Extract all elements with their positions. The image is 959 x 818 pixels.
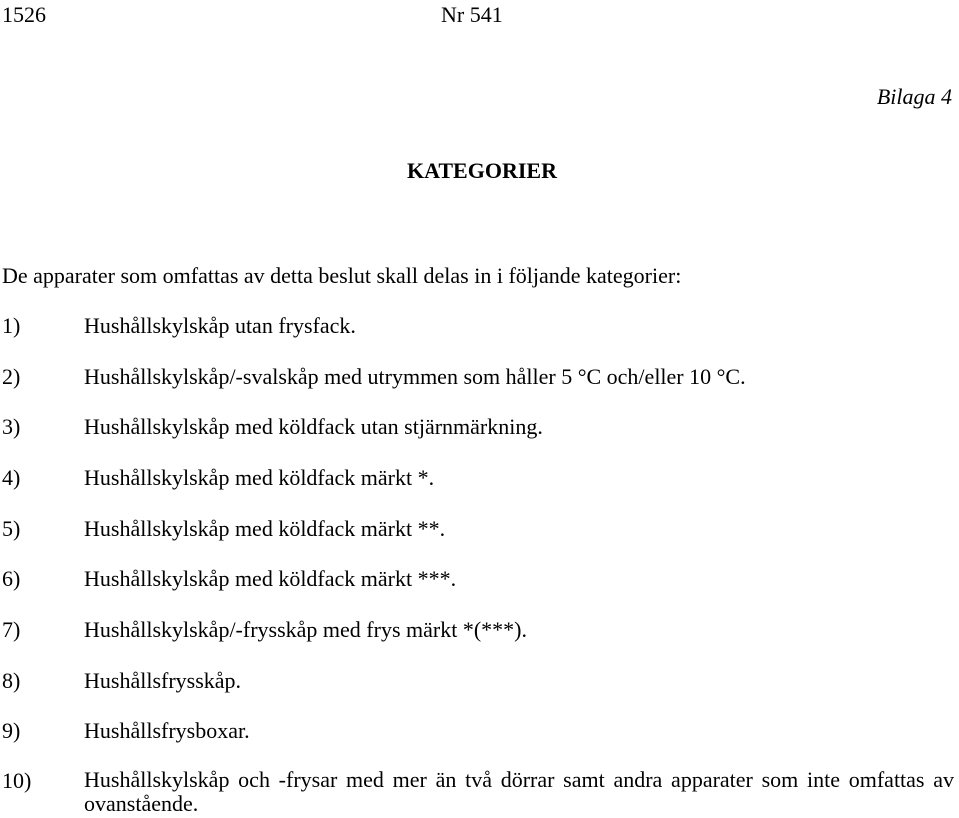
series-number: Nr 541	[441, 2, 503, 27]
list-item-text: Hushållsfrysskåp.	[84, 668, 242, 693]
list-item-number: 7)	[2, 617, 21, 642]
list-item	[2, 718, 954, 744]
list-item	[2, 364, 954, 390]
list-item	[2, 617, 954, 643]
list-item-number: 10)	[2, 768, 32, 793]
list-item	[2, 414, 954, 440]
list-item	[2, 516, 954, 542]
list-item-number: 1)	[2, 313, 21, 338]
page-number: 1526	[2, 2, 46, 27]
list-item-text: Hushållskylskåp med köldfack märkt **.	[84, 516, 446, 541]
list-item	[2, 668, 954, 694]
list-item-number: 8)	[2, 668, 21, 693]
list-item-text: Hushållskylskåp utan frysfack.	[84, 313, 356, 338]
list-item-text: Hushållskylskåp/-frysskåp med frys märkt *(***).	[84, 617, 527, 642]
list-item-text: Hushållskylskåp med köldfack märkt ***.	[84, 566, 457, 591]
list-item	[2, 313, 954, 339]
list-item-number: 4)	[2, 465, 21, 490]
section-heading: KATEGORIER	[407, 158, 557, 183]
intro-paragraph: De apparater som omfattas av detta beslut skall delas in i följande kategorier:	[2, 263, 682, 288]
list-item-text: Hushållskylskåp med köldfack märkt *.	[84, 465, 435, 490]
list-item-number: 6)	[2, 566, 21, 591]
list-item-text: Hushållskylskåp/-svalskåp med utrymmen som håller 5 °C och/eller 10 °C.	[84, 364, 746, 389]
list-item-number: 9)	[2, 718, 21, 743]
list-item	[2, 768, 954, 816]
list-item-text: Hushållsfrysboxar.	[84, 718, 250, 743]
list-item-text: Hushållskylskåp med köldfack utan stjärnmärkning.	[84, 414, 543, 439]
list-item-number: 2)	[2, 364, 21, 389]
list-item-number: 3)	[2, 414, 21, 439]
list-item-text: Hushållskylskåp och -frysar med mer än två dörrar samt andra apparater som inte omfattas av ovanstående.	[84, 767, 954, 816]
list-item-number: 5)	[2, 516, 21, 541]
list-item	[2, 566, 954, 592]
appendix-label: Bilaga 4	[876, 84, 952, 109]
list-item	[2, 465, 954, 491]
